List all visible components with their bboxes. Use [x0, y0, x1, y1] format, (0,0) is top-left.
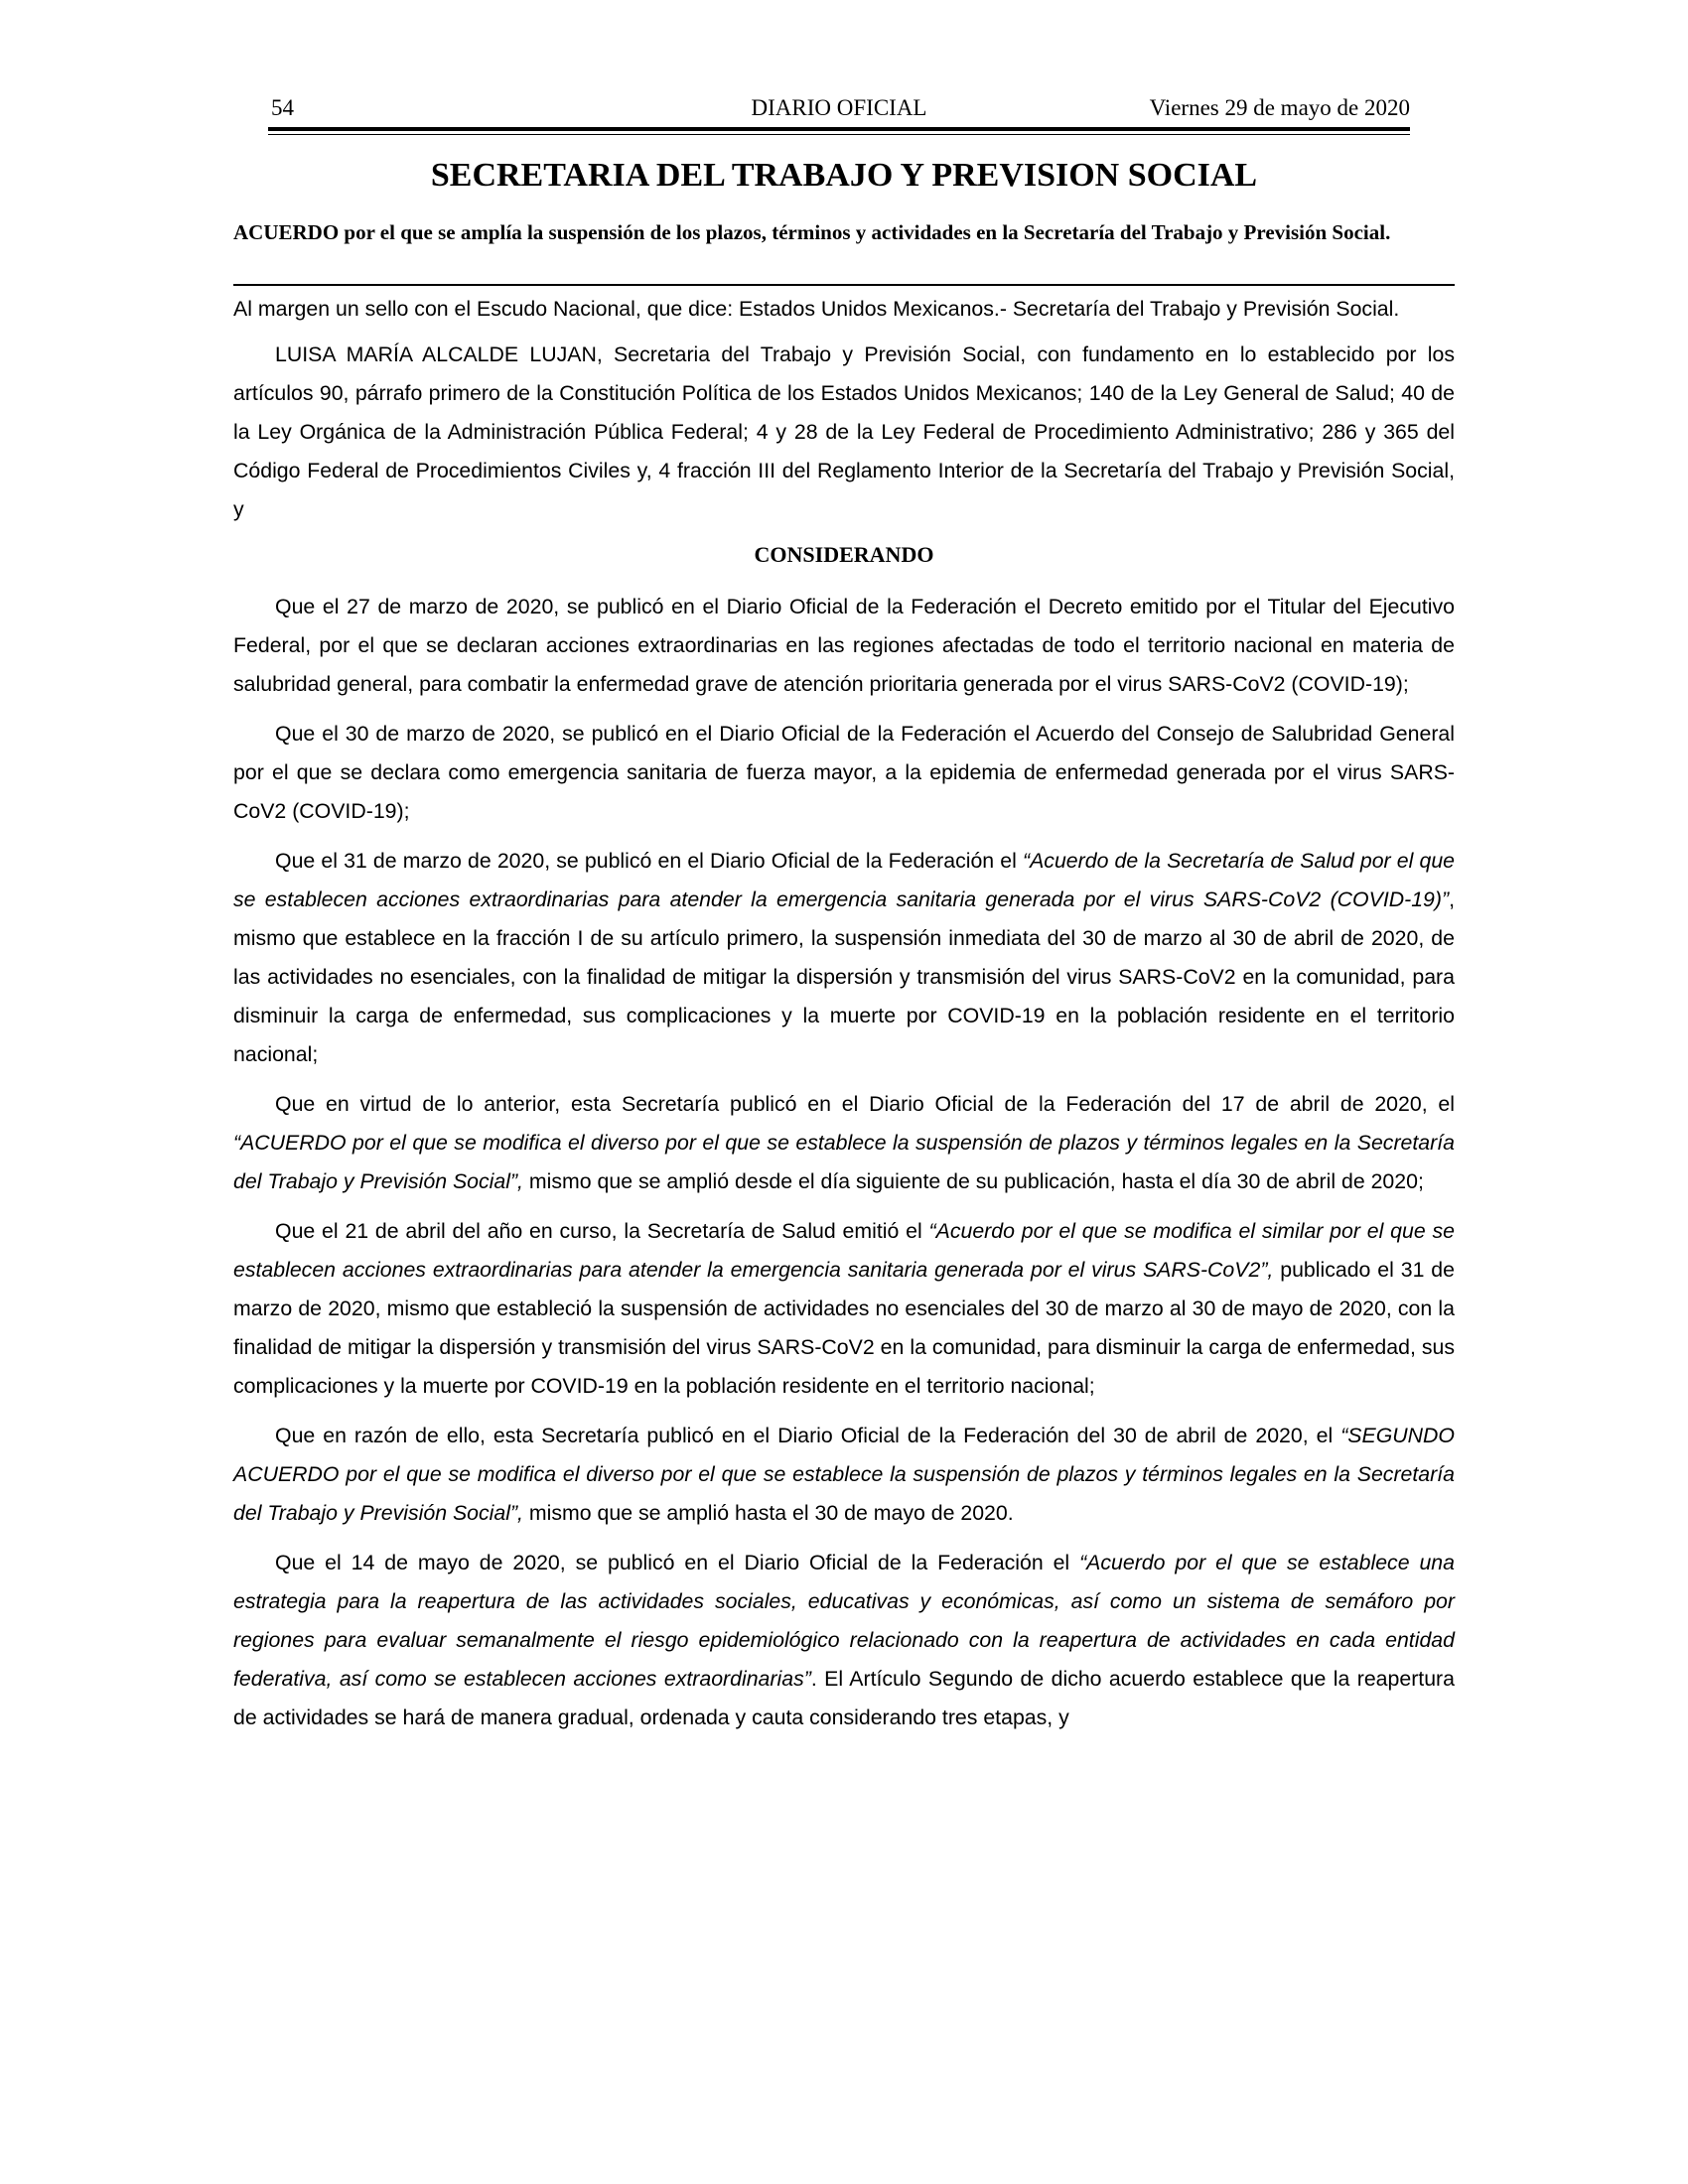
section-title: SECRETARIA DEL TRABAJO Y PREVISION SOCIAL: [430, 157, 1258, 194]
paragraph-7: [233, 1544, 1455, 1737]
paragraph-5-text-b: publicado el 31 de marzo de 2020, mismo que estableció la suspensión de actividades no esenciales del 30 de marzo al 30 de mayo de 2020, con la finalidad de mitigar la dispersión y transmisión del virus SARS-CoV2 en la comunidad, para disminuir la carga de enfermedad, sus complicaciones y la muerte por COVID-19 en la población residente en el territorio nacional;: [233, 1258, 1455, 1398]
paragraph-2: Que el 30 de marzo de 2020, se publicó en el Diario Oficial de la Federación el Acuerdo del Consejo de Salubridad General por el que se declara como emergencia sanitaria de fuerza mayor, a la epidemia de enfermedad generada por el virus SARS-CoV2 (COVID-19);: [233, 722, 1455, 823]
considerando-heading: CONSIDERANDO: [754, 542, 934, 567]
paragraph-7-citation: “Acuerdo por el que se establece una estrategia para la reapertura de las actividades sociales, educativas y económicas, así como un sistema de semáforo por regiones para evaluar semanalmente el riesgo epidemiológico relacionado con la reapertura de actividades en cada entidad federativa, así como se establecen acciones extraordinarias”: [233, 1551, 1455, 1691]
header-rule-thin: [268, 134, 1410, 135]
acuerdo-title: ACUERDO por el que se amplía la suspensión de los plazos, términos y actividades en la Secretaría del Trabajo y Previsión Social.: [233, 220, 1391, 244]
title-separator: [233, 284, 1455, 286]
paragraph-6-text-a: Que en razón de ello, esta Secretaría publicó en el Diario Oficial de la Federación del 30 de abril de 2020, el: [275, 1424, 1341, 1447]
running-header: [268, 95, 1410, 127]
paragraph-5-citation: “Acuerdo por el que se modifica el similar por el que se establecen acciones extraordinarias para atender la emergencia sanitaria generada por el virus SARS-CoV2”,: [233, 1219, 1455, 1282]
paragraph-7-text-b: . El Artículo Segundo de dicho acuerdo establece que la reapertura de actividades se hará de manera gradual, ordenada y cauta considerando tres etapas, y: [233, 1667, 1455, 1729]
paragraph-4-citation: “ACUERDO por el que se modifica el diverso por el que se establece la suspensión de plazos y términos legales en la Secretaría del Trabajo y Previsión Social”,: [233, 1131, 1455, 1193]
paragraph-1: Que el 27 de marzo de 2020, se publicó en el Diario Oficial de la Federación el Decreto emitido por el Titular del Ejecutivo Federal, por el que se declaran acciones extraordinarias en las regiones afectadas de todo el territorio nacional en materia de salubridad general, para combatir la enfermedad grave de atención prioritaria generada por el virus SARS-CoV2 (COVID-19);: [233, 595, 1455, 696]
paragraph-5-text-a: Que el 21 de abril del año en curso, la Secretaría de Salud emitió el: [275, 1219, 929, 1243]
paragraph-6-text-b: mismo que se amplió hasta el 30 de mayo de 2020.: [522, 1501, 1014, 1525]
paragraph-3: [233, 842, 1455, 1074]
document-body: [233, 294, 1455, 1748]
paragraph-4-text-a: Que en virtud de lo anterior, esta Secretaría publicó en el Diario Oficial de la Federación del 17 de abril de 2020, el: [275, 1092, 1455, 1116]
paragraph-3-citation: “Acuerdo de la Secretaría de Salud por el que se establecen acciones extraordinarias para atender la emergencia sanitaria generada por el virus SARS-CoV2 (COVID-19)”: [233, 849, 1456, 911]
paragraph-3-text-a: Que el 31 de marzo de 2020, se publicó en el Diario Oficial de la Federación el: [275, 849, 1023, 873]
paragraph-6: [233, 1417, 1455, 1533]
publication-name: DIARIO OFICIAL: [751, 95, 927, 120]
header-rule-thick: [268, 127, 1410, 131]
page-number: 54: [271, 95, 294, 120]
paragraph-5: [233, 1212, 1455, 1406]
publication-date: Viernes 29 de mayo de 2020: [1149, 95, 1410, 120]
margin-note: Al margen un sello con el Escudo Nacional, que dice: Estados Unidos Mexicanos.- Secretaría del Trabajo y Previsión Social.: [233, 297, 1400, 321]
paragraph-7-text-a: Que el 14 de mayo de 2020, se publicó en el Diario Oficial de la Federación el: [275, 1551, 1080, 1574]
paragraph-6-citation: “SEGUNDO ACUERDO por el que se modifica el diverso por el que se establece la suspensión de plazos y términos legales en la Secretaría del Trabajo y Previsión Social”,: [233, 1424, 1455, 1525]
paragraph-3-text-b: , mismo que establece en la fracción I de su artículo primero, la suspensión inmediata del 30 de marzo al 30 de abril de 2020, de las actividades no esenciales, con la finalidad de mitigar la dispersión y transmisión del virus SARS-CoV2 en la comunidad, para disminuir la carga de enfermedad, sus complicaciones y la muerte por COVID-19 en la población residente en el territorio nacional;: [233, 887, 1455, 1066]
paragraph-4-text-b: mismo que se amplió desde el día siguiente de su publicación, hasta el día 30 de abril de 2020;: [522, 1169, 1424, 1193]
paragraph-4: [233, 1085, 1455, 1201]
intro-paragraph: LUISA MARÍA ALCALDE LUJAN, Secretaria del Trabajo y Previsión Social, con fundamento en lo establecido por los artículos 90, párrafo primero de la Constitución Política de los Estados Unidos Mexicanos; 140 de la Ley General de Salud; 40 de la Ley Orgánica de la Administración Pública Federal; 4 y 28 de la Ley Federal de Procedimiento Administrativo; 286 y 365 del Código Federal de Procedimientos Civiles y, 4 fracción III del Reglamento Interior de la Secretaría del Trabajo y Previsión Social, y: [233, 342, 1455, 521]
